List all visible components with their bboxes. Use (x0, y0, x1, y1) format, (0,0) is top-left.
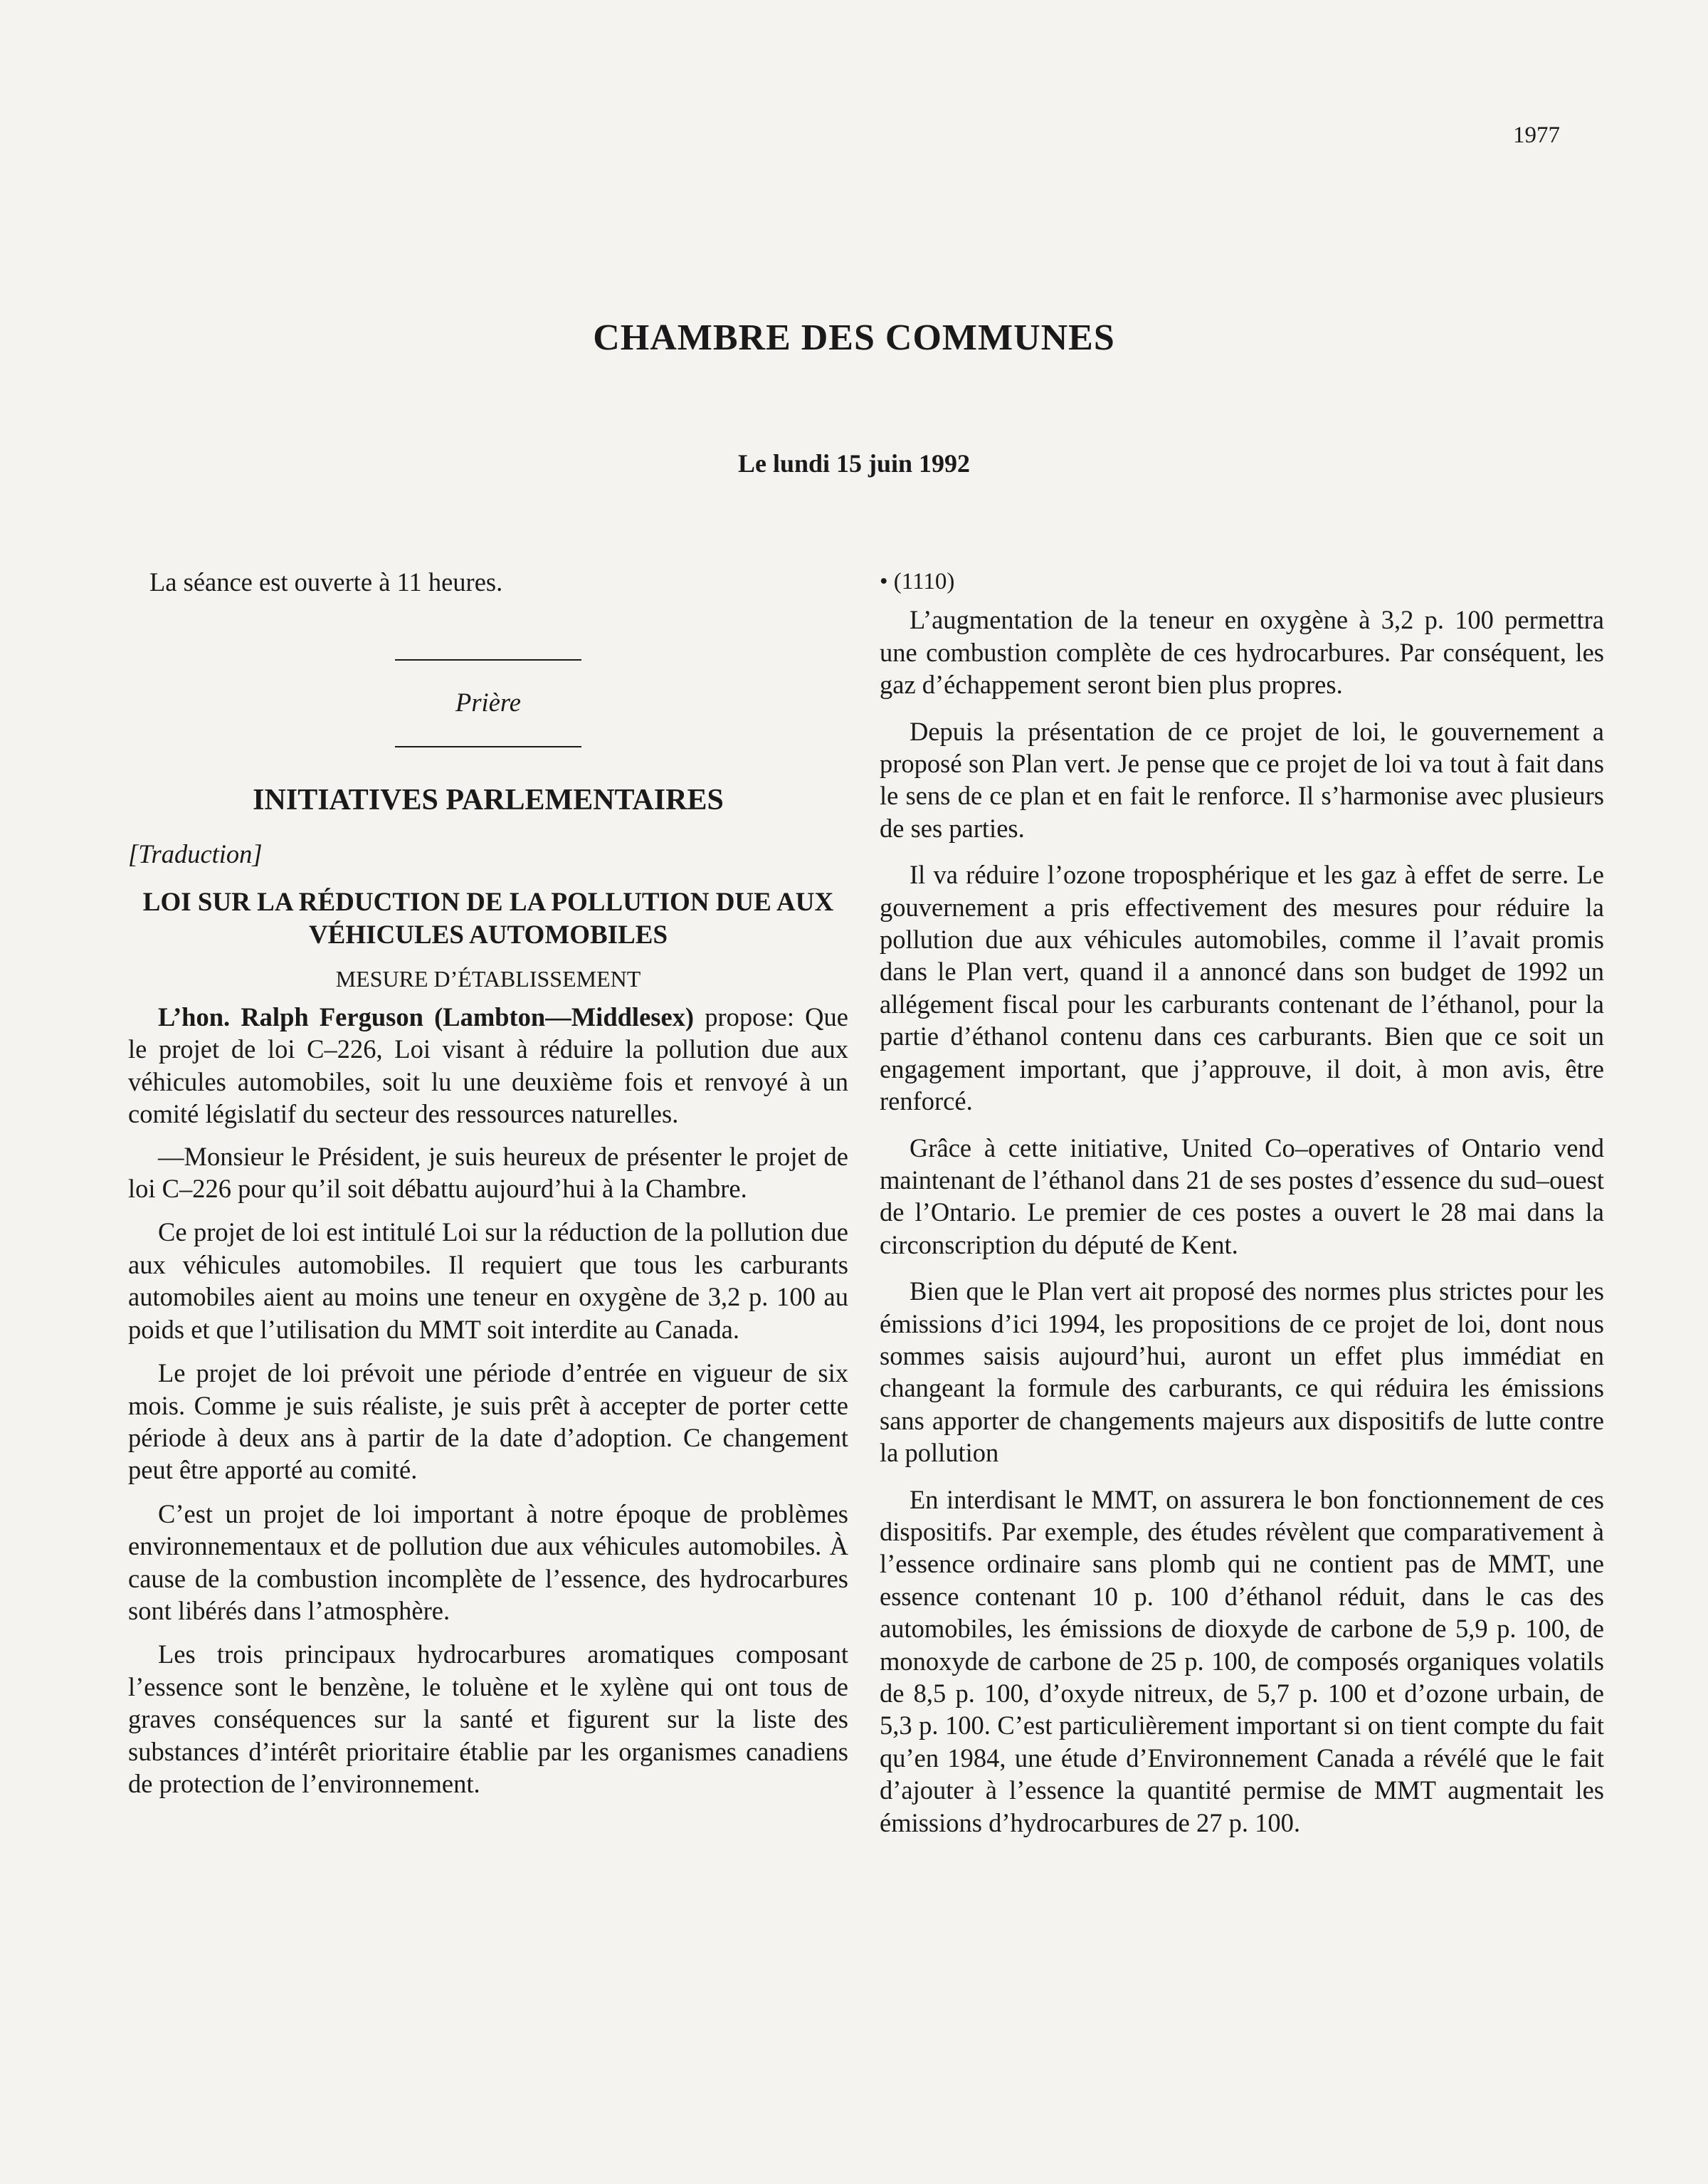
sitting-date: Le lundi 15 juin 1992 (737, 449, 971, 478)
speaker-name: L’hon. Ralph Ferguson (Lambton—Middlesex) (158, 1002, 695, 1032)
bill-title: LOI SUR LA RÉDUCTION DE LA POLLUTION DUE AUX VÉHICULES AUTOMOBILES (142, 887, 834, 950)
page-title: CHAMBRE DES COMMUNES (593, 317, 1115, 358)
time-marker: • (1110) (880, 569, 955, 594)
paragraph: En interdisant le MMT, on assurera le bon fonctionnement de ces dispositifs. Par exemple, des études révèlent que comparativement à l’essence ordinaire sans plomb qui ne contient pas de MMT, une essence contenant 10 p. 100 d’éthanol réduit, dans le cas des automobiles, les émissions de dioxyde de carbone de 5,9 p. 100, de monoxyde de carbone de 25 p. 100, de composés organiques volatils de 8,5 p. 100, d’oxyde nitreux, de 5,7 p. 100 et d’ozone urbain, de 5,3 p. 100. C’est particulièrement important si on tient compte du fait qu’en 1984, une étude d’Environnement Canada a révélé que le fait d’ajouter à l’essence la quantité permise de MMT augmentait les émissions d’hydrocarbures de 27 p. 100. (880, 1484, 1604, 1837)
paragraph: Ce projet de loi est intitulé Loi sur la réduction de la pollution due aux véhicules automobiles. Il requiert que tous les carburants automobiles aient au moins une teneur en oxygène de 3,2 p. 100 au poids et que l’utilisation du MMT soit interdite au Canada. (128, 1217, 848, 1344)
section-heading: INITIATIVES PARLEMENTAIRES (253, 783, 724, 817)
motion-paragraph (128, 1001, 848, 1130)
motion-text: propose: Que le projet de loi C–226, Loi visant à réduire la pollution due aux véhicules automobiles, soit lu une deuxième fois et renvoyé à un comité législatif du secteur des ressources naturelles. (128, 1002, 848, 1129)
paragraph: —Monsieur le Président, je suis heureux de présenter le projet de loi C–226 pour qu’il soit débattu aujourd’hui à la Chambre. (128, 1141, 848, 1204)
prayer-heading: Prière (455, 688, 521, 718)
translation-note: [Traduction] (128, 839, 263, 869)
measure-label: MESURE D’ÉTABLISSEMENT (335, 965, 641, 992)
opening-line: La séance est ouverte à 11 heures. (149, 567, 503, 597)
page-number: 1977 (1513, 122, 1560, 148)
paragraph: Grâce à cette initiative, United Co–operatives of Ontario vend maintenant de l’éthanol dans 21 de ses postes d’essence du sud–ouest de l’Ontario. Le premier de ces postes a ouvert le 28 mai dans la circonscription du député de Kent. (880, 1133, 1604, 1259)
paragraph: Le projet de loi prévoit une période d’entrée en vigueur de six mois. Comme je suis réaliste, je suis prêt à accepter de porter cette période à deux ans à partir de la date d’adoption. Ce changement peut être apporté au comité. (128, 1358, 848, 1485)
paragraph: Il va réduire l’ozone troposphérique et les gaz à effet de serre. Le gouvernement a pris effectivement des mesures pour réduire la pollution due aux véhicules automobiles, comme il l’avait promis dans le Plan vert, quand il a annoncé dans son budget de 1992 un allégement fiscal pour les carburants contenant de l’éthanol, pour la partie d’éthanol contenu dans ces carburants. Bien que ce soit un engagement important, que j’approuve, il doit, à mon avis, être renforcé. (880, 860, 1604, 1116)
paragraph: Bien que le Plan vert ait proposé des normes plus strictes pour les émissions d’ici 1994, les propositions de ce projet de loi, dont nous sommes saisis aujourd’hui, auront un effet plus immédiat en changeant la formule des carburants, ce qui réduira les émissions sans apporter de changements majeurs aux dispositifs de lutte contre la pollution (880, 1276, 1604, 1468)
paragraph: L’augmentation de la teneur en oxygène à 3,2 p. 100 permettra une combustion complète de ces hydrocarbures. Par conséquent, les gaz d’échappement seront bien plus propres. (880, 605, 1604, 700)
paragraph: C’est un projet de loi important à notre époque de problèmes environnementaux et de pollution due aux véhicules automobiles. À cause de la combustion incomplète de l’essence, des hydrocarbures sont libérés dans l’atmosphère. (128, 1498, 848, 1625)
left-column (128, 566, 848, 1800)
paragraph: Les trois principaux hydrocarbures aromatiques composant l’essence sont le benzène, le toluène et le xylène qui ont tous de graves conséquences sur la santé et figurent sur la liste des substances d’intérêt prioritaire établie par les organismes canadiens de protection de l’environnement. (128, 1639, 848, 1798)
paragraph: Depuis la présentation de ce projet de loi, le gouvernement a proposé son Plan vert. Je pense que ce projet de loi va tout à fait dans le sens de ce plan et en fait le renforce. Il s’harmonise avec plusieurs de ses parties. (880, 716, 1604, 843)
right-column (880, 566, 1604, 1839)
